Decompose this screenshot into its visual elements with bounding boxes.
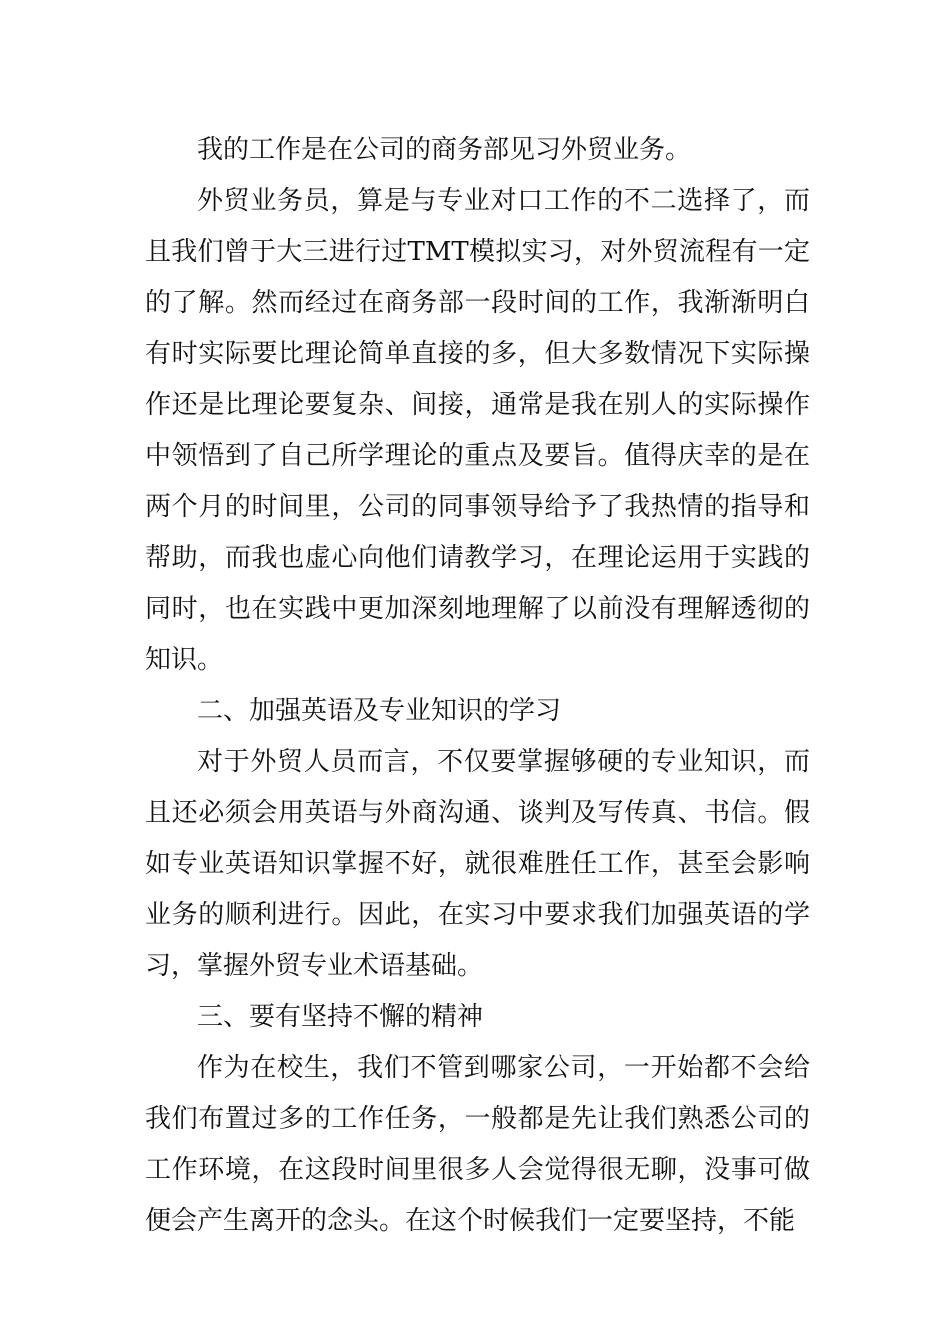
section-heading-persistence: 三、要有坚持不懈的精神 [197, 1002, 484, 1032]
document-body [145, 125, 810, 1247]
paragraph-work-intro: 我的工作是在公司的商务部见习外贸业务。 [197, 135, 692, 165]
section-heading-english: 二、加强英语及专业知识的学习 [197, 696, 562, 726]
paragraph-english-study: 对于外贸人员而言，不仅要掌握够硬的专业知识，而且还必须会用英语与外商沟通、谈判及写传真、书信。假如专业英语知识掌握不好，就很难胜任工作，甚至会影响业务的顺利进行。因此，在实习中要求我们加强英语的学习，掌握外贸专业术语基础。 [145, 747, 810, 981]
paragraph-trade-clerk: 外贸业务员，算是与专业对口工作的不二选择了，而且我们曾于大三进行过TMT模拟实习，对外贸流程有一定的了解。然而经过在商务部一段时间的工作，我渐渐明白有时实际要比理论简单直接的多，但大多数情况下实际操作还是比理论要复杂、间接，通常是我在别人的实际操作中领悟到了自己所学理论的重点及要旨。值得庆幸的是在两个月的时间里，公司的同事领导给予了我热情的指导和帮助，而我也虚心向他们请教学习，在理论运用于实践的同时，也在实践中更加深刻地理解了以前没有理解透彻的知识。 [145, 186, 810, 675]
paragraph-persistence: 作为在校生，我们不管到哪家公司，一开始都不会给我们布置过多的工作任务，一般都是先让我们熟悉公司的工作环境，在这段时间里很多人会觉得很无聊，没事可做便会产生离开的念头。在这个时候我们一定要坚持，不能 [145, 1053, 810, 1236]
